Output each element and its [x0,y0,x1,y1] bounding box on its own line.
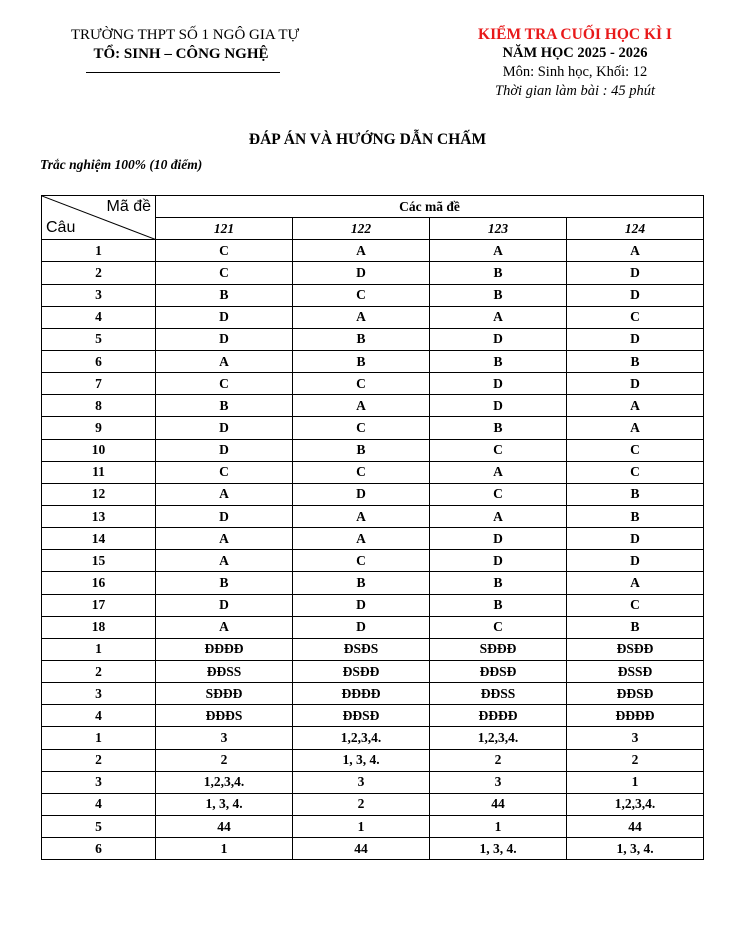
question-number: 7 [42,373,156,395]
answer-cell: A [156,483,293,505]
header-right [440,26,710,101]
answer-cell: C [293,417,430,439]
answer-cell: ĐĐĐĐ [567,705,704,727]
table-row [42,815,704,837]
answer-cell: 1,2,3,4. [430,727,567,749]
answer-cell: B [293,572,430,594]
code-header: 123 [430,218,567,240]
answer-cell: D [567,373,704,395]
answer-cell: A [567,572,704,594]
answer-cell: B [567,350,704,372]
answer-cell: B [293,350,430,372]
question-number: 5 [42,815,156,837]
answer-cell: C [430,483,567,505]
table-row [42,638,704,660]
answer-cell: A [156,350,293,372]
answer-cell: C [293,461,430,483]
answer-cell: SĐĐĐ [430,638,567,660]
answer-cell: 1, 3, 4. [430,838,567,860]
question-number: 10 [42,439,156,461]
answer-cell: ĐĐĐĐ [293,683,430,705]
answer-cell: 1,2,3,4. [156,771,293,793]
answer-cell: SĐĐĐ [156,683,293,705]
table-row [42,461,704,483]
answer-cell: B [567,483,704,505]
answer-cell: D [156,306,293,328]
answer-cell: D [156,594,293,616]
answer-cell: C [567,594,704,616]
question-number: 2 [42,262,156,284]
question-number: 1 [42,727,156,749]
answer-cell: 1 [293,815,430,837]
answer-cell: A [430,306,567,328]
answer-rows [42,240,704,860]
answer-cell: ĐĐSS [156,660,293,682]
table-row [42,240,704,262]
corner-label-code: Mã đề [106,198,151,215]
table-row [42,483,704,505]
answer-cell: D [430,328,567,350]
question-number: 9 [42,417,156,439]
table-row [42,727,704,749]
answer-cell: B [567,505,704,527]
answer-cell: 3 [567,727,704,749]
answer-cell: ĐSĐĐ [293,660,430,682]
answer-cell: D [567,550,704,572]
question-number: 14 [42,528,156,550]
table-row [42,417,704,439]
question-number: 6 [42,350,156,372]
answer-cell: B [156,572,293,594]
answer-cell: D [156,439,293,461]
answer-cell: B [567,616,704,638]
answer-cell: 1 [430,815,567,837]
answer-cell: A [567,395,704,417]
exam-title: KIỂM TRA CUỐI HỌC KÌ I [478,26,672,43]
question-number: 18 [42,616,156,638]
answer-cell: C [567,461,704,483]
table-row [42,572,704,594]
answer-cell: B [156,395,293,417]
table-row [42,705,704,727]
question-number: 2 [42,660,156,682]
question-number: 4 [42,705,156,727]
question-number: 4 [42,793,156,815]
answer-cell: 2 [293,793,430,815]
table-row [42,505,704,527]
answer-cell: D [430,373,567,395]
answer-cell: C [156,240,293,262]
table-row [42,793,704,815]
question-number: 16 [42,572,156,594]
answer-cell: 3 [293,771,430,793]
question-number: 3 [42,771,156,793]
answer-cell: C [293,373,430,395]
answer-cell: D [293,483,430,505]
answer-cell: 1, 3, 4. [567,838,704,860]
table-row [42,439,704,461]
answer-key-table [41,195,704,860]
table-row [42,395,704,417]
table-row [42,328,704,350]
answer-cell: A [156,616,293,638]
question-number: 5 [42,328,156,350]
question-number: 2 [42,749,156,771]
answer-cell: A [567,417,704,439]
answer-cell: 44 [156,815,293,837]
answer-cell: C [293,284,430,306]
question-number: 4 [42,306,156,328]
answer-cell: 44 [567,815,704,837]
question-number: 12 [42,483,156,505]
answer-cell: C [156,461,293,483]
answer-cell: C [430,439,567,461]
question-number: 1 [42,240,156,262]
answer-cell: B [430,572,567,594]
answer-cell: D [430,395,567,417]
question-number: 17 [42,594,156,616]
answer-cell: A [293,240,430,262]
answer-cell: C [430,616,567,638]
answer-cell: A [156,550,293,572]
question-number: 1 [42,638,156,660]
group-header: Các mã đề [156,196,704,218]
question-number: 15 [42,550,156,572]
time-limit: Thời gian làm bài : 45 phút [495,83,655,99]
table-row [42,660,704,682]
table-row [42,284,704,306]
table-row [42,528,704,550]
question-number: 3 [42,284,156,306]
table-row [42,749,704,771]
answer-cell: B [293,439,430,461]
answer-cell: D [567,262,704,284]
table-row [42,683,704,705]
answer-cell: ĐSĐĐ [567,638,704,660]
code-header: 122 [293,218,430,240]
school-name: TRƯỜNG THPT SỐ 1 NGÔ GIA TỰ [70,27,300,43]
answer-cell: D [293,616,430,638]
department-name: TỔ: SINH – CÔNG NGHỆ [93,46,269,62]
answer-cell: 2 [156,749,293,771]
answer-cell: D [156,417,293,439]
answer-cell: ĐSĐS [293,638,430,660]
answer-cell: 44 [430,793,567,815]
corner-header-cell [42,196,156,240]
answer-cell: D [430,550,567,572]
answer-cell: A [567,240,704,262]
table-row [42,838,704,860]
answer-cell: C [156,373,293,395]
answer-cell: D [293,594,430,616]
answer-cell: A [430,505,567,527]
answer-cell: D [293,262,430,284]
answer-cell: D [156,505,293,527]
answer-cell: B [430,350,567,372]
corner-label-question: Câu [46,219,76,237]
answer-cell: ĐĐSĐ [567,683,704,705]
table-row [42,262,704,284]
table-row [42,350,704,372]
answer-cell: ĐSSĐ [567,660,704,682]
answer-cell: D [430,528,567,550]
answer-cell: 44 [293,838,430,860]
header-left [0,26,370,64]
code-header: 124 [567,218,704,240]
answer-cell: D [156,328,293,350]
answer-cell: D [567,284,704,306]
document-title: ĐÁP ÁN VÀ HƯỚNG DẪN CHẤM [248,131,487,148]
answer-cell: 1 [567,771,704,793]
table-row [42,306,704,328]
answer-cell: ĐĐĐĐ [430,705,567,727]
question-number: 13 [42,505,156,527]
table-row [42,616,704,638]
answer-cell: ĐĐĐĐ [156,638,293,660]
answer-cell: ĐĐSĐ [430,660,567,682]
answer-cell: ĐĐSS [430,683,567,705]
question-number: 3 [42,683,156,705]
answer-cell: 2 [430,749,567,771]
answer-cell: 2 [567,749,704,771]
answer-cell: A [293,395,430,417]
answer-cell: ĐĐSĐ [293,705,430,727]
answer-cell: ĐĐĐS [156,705,293,727]
answer-cell: A [293,528,430,550]
answer-cell: C [293,550,430,572]
answer-cell: C [156,262,293,284]
answer-cell: A [293,306,430,328]
answer-cell: 1, 3, 4. [156,793,293,815]
question-number: 11 [42,461,156,483]
answer-cell: A [156,528,293,550]
table-row [42,373,704,395]
answer-cell: 1,2,3,4. [567,793,704,815]
answer-cell: B [156,284,293,306]
code-header: 121 [156,218,293,240]
question-number: 8 [42,395,156,417]
table-row [42,594,704,616]
answer-cell: B [430,417,567,439]
answer-cell: 3 [156,727,293,749]
answer-cell: 1,2,3,4. [293,727,430,749]
answer-cell: B [430,284,567,306]
answer-cell: B [430,262,567,284]
school-year: NĂM HỌC 2025 - 2026 [502,45,648,61]
document-subtitle: Trắc nghiệm 100% (10 điểm) [40,157,203,172]
question-number: 6 [42,838,156,860]
answer-cell: A [430,240,567,262]
answer-cell: A [293,505,430,527]
answer-cell: 1, 3, 4. [293,749,430,771]
table-row [42,550,704,572]
answer-cell: B [293,328,430,350]
header-underline [86,72,280,73]
answer-cell: A [430,461,567,483]
answer-cell: C [567,439,704,461]
answer-cell: B [430,594,567,616]
table-row [42,771,704,793]
answer-cell: D [567,528,704,550]
answer-cell: 1 [156,838,293,860]
answer-cell: C [567,306,704,328]
answer-cell: 3 [430,771,567,793]
subject-line: Môn: Sinh học, Khối: 12 [502,64,648,80]
answer-cell: D [567,328,704,350]
